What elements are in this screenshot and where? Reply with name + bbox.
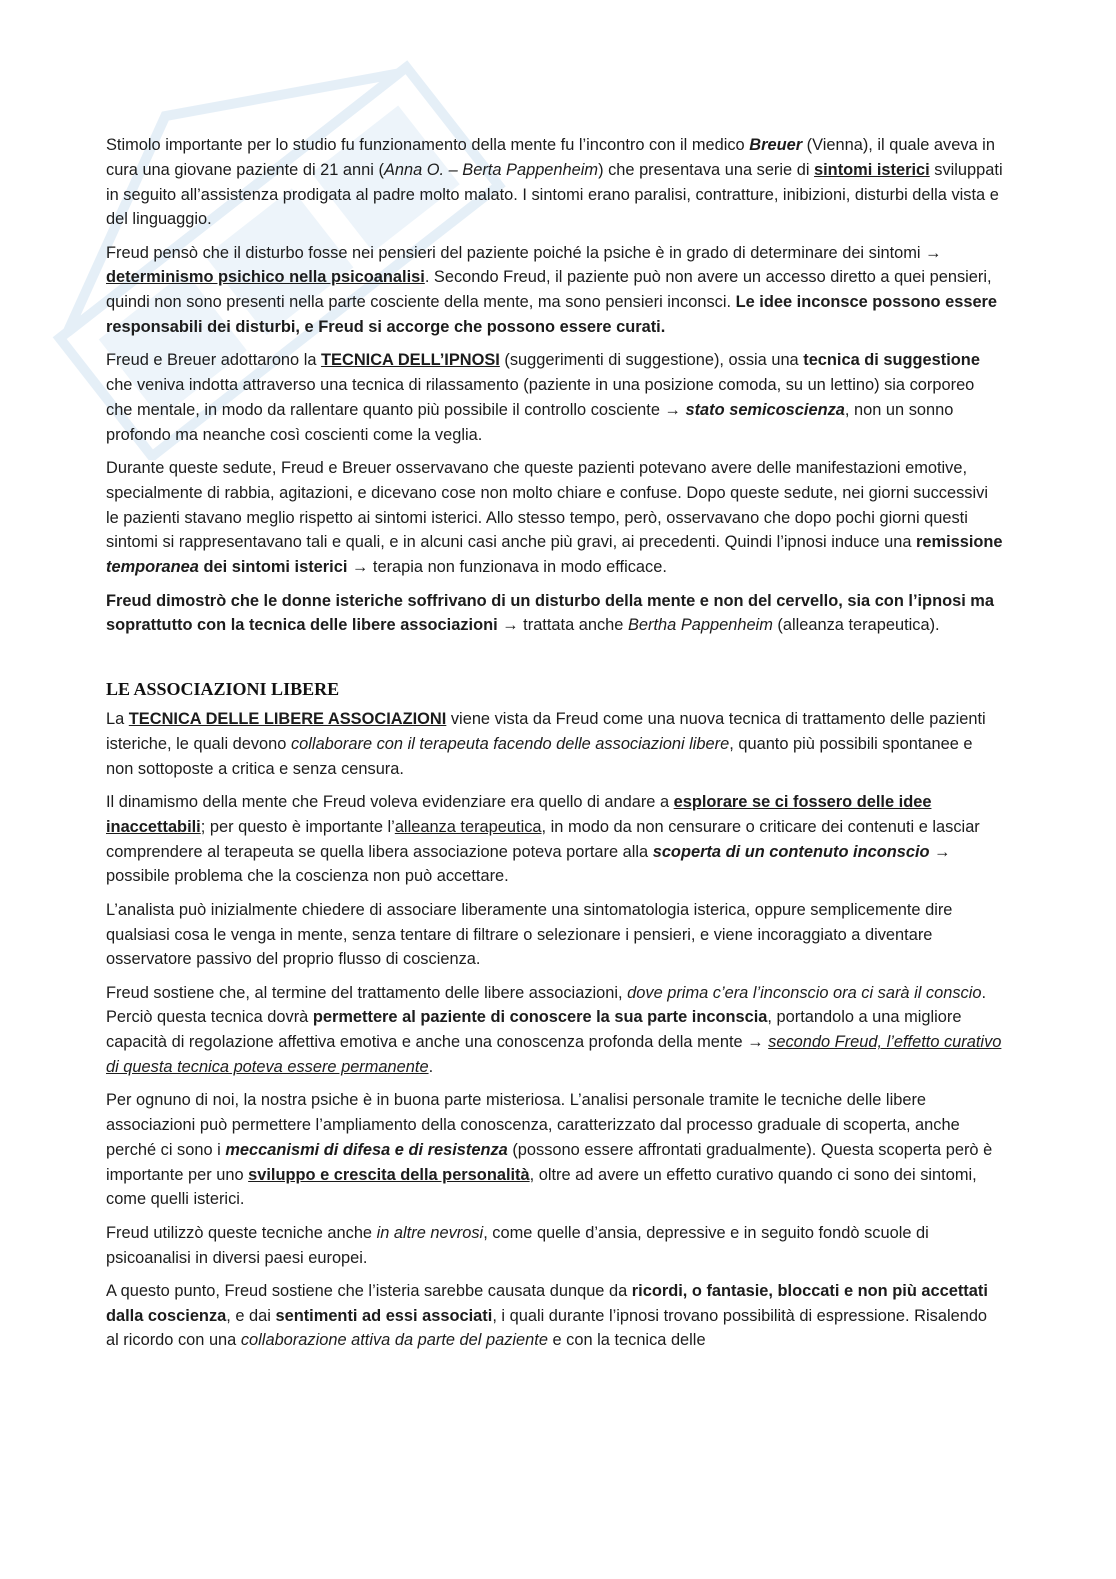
arrow-icon: → — [747, 1033, 764, 1052]
paragraph-analista: L’analista può inizialmente chiedere di associare liberamente una sintomatologia isterica, oppure semplicemente dire qualsiasi cosa le venga in mente, senza tentare di filtrare o selezionare i pensieri, e viene incoraggiato a diventare osservatore passivo del proprio flusso di coscienza. — [106, 900, 953, 969]
paragraph-conscio: Freud sostiene che, al termine del trattamento delle libere associazioni, dove prima c’era l’inconscio ora ci sarà il conscio. Perciò questa tecnica dovrà permettere al paziente di conoscere la sua parte inconscia, portandolo a una migliore capacità di regolazione affettiva emotiva e anche una conoscenza profonda della mente → secondo Freud, l’effetto curativo di questa tecnica poteva essere permanente. — [106, 983, 1002, 1076]
arrow-icon: → — [502, 616, 519, 635]
paragraph-dimostrazione: Freud dimostrò che le donne isteriche soffrivano di un disturbo della mente e non del cervello, sia con l’ipnosi ma soprattutto con la tecnica delle libere associazioni → trattata anche Bertha Pappenheim (alleanza terapeutica). — [106, 591, 994, 635]
arrow-icon: → — [934, 842, 951, 861]
paragraph-breuer: Stimolo importante per lo studio fu funzionamento della mente fu l’incontro con il medico Breuer (Vienna), il quale aveva in cura una giovane paziente di 21 anni (Anna O. – Berta Pappenheim) che presentava una serie di sintomi isterici sviluppati in seguito all’assistenza prodigata al padre molto malato. I sintomi erano paralisi, contratture, inibizioni, disturbi della vista e del linguaggio. — [106, 136, 1003, 229]
paragraph-ipnosi: Freud e Breuer adottarono la TECNICA DELL’IPNOSI (suggerimenti di suggestione), ossia una tecnica di suggestione che veniva indotta attraverso una tecnica di rilassamento (paziente in una posizione comoda, su un lettino) sia corporeo che mentale, in modo da rallentare quanto più possibile il controllo cosciente → stato semicoscienza, non un sonno profondo ma neanche così coscienti come la veglia. — [106, 351, 980, 444]
paragraph-isteria: A questo punto, Freud sostiene che l’isteria sarebbe causata dunque da ricordi, o fantasie, bloccati e non più accettati dalla coscienza, e dai sentimenti ad essi associati, i quali durante l’ipnosi trovano possibilità di espressione. Risalendo al ricordo con una collaborazione attiva da parte del paziente e con la tecnica delle — [106, 1281, 988, 1350]
section-heading: LE ASSOCIAZIONI LIBERE — [106, 679, 340, 700]
paragraph-psiche: Per ognuno di noi, la nostra psiche è in buona parte misteriosa. L’analisi personale tramite le tecniche delle libere associazioni può permettere l’ampliamento della conoscenza, caratterizzato dal processo graduale di scoperta, anche perché ci sono i meccanismi di difesa e di resistenza (possono essere affrontati gradualmente). Questa scoperta però è importante per uno sviluppo e crescita della personalità, oltre ad avere un effetto curativo quando ci sono dei sintomi, come quelli isterici. — [106, 1091, 993, 1209]
paragraph-sedute: Durante queste sedute, Freud e Breuer osservavano che queste pazienti potevano avere delle manifestazioni emotive, specialmente di rabbia, agitazioni, e dicevano cose non molto chiare e confuse. Dopo queste sedute, nei giorni successivi le pazienti stavano meglio rispetto ai sintomi isterici. Allo stesso tempo, però, osservavano che dopo pochi giorni questi sintomi si rappresentavano tali e quali, e in alcuni casi anche più gravi, ai precedenti. Quindi l’ipnosi induce una remissione temporanea dei sintomi isterici → terapia non funzionava in modo efficace. — [106, 459, 1003, 577]
arrow-icon: → — [925, 243, 942, 262]
paragraph-nevrosi: Freud utilizzò queste tecniche anche in altre nevrosi, come quelle d’ansia, depressive e in seguito fondò scuole di psicoanalisi in diversi paesi europei. — [106, 1223, 929, 1267]
paragraph-tecnica-libere: La TECNICA DELLE LIBERE ASSOCIAZIONI viene vista da Freud come una nuova tecnica di trattamento delle pazienti isteriche, le quali devono collaborare con il terapeuta facendo delle associazioni libere, quanto più possibili spontanee e non sottoposte a critica e senza censura. — [106, 710, 986, 778]
paragraph-dinamismo: Il dinamismo della mente che Freud voleva evidenziare era quello di andare a esplorare se ci fossero delle idee inaccettabili; per questo è importante l’alleanza terapeutica, in modo da non censurare o criticare dei contenuti e lasciar comprendere al terapeuta se quella libera associazione poteva portare alla scoperta di un contenuto inconscio → possibile problema che la coscienza non può accettare. — [106, 793, 980, 886]
arrow-icon: → — [664, 400, 681, 419]
paragraph-determinismo: Freud pensò che il disturbo fosse nei pensieri del paziente poiché la psiche è in grado di determinare dei sintomi → determinismo psichico nella psicoanalisi. Secondo Freud, il paziente può non avere un accesso diretto a quei pensieri, quindi non sono presenti nella parte cosciente della mente, ma sono pensieri inconsci. Le idee inconsce possono essere responsabili dei disturbi, e Freud si accorge che possono essere curati. — [106, 243, 998, 337]
document-body — [106, 133, 1003, 1362]
arrow-icon: → — [351, 558, 369, 577]
